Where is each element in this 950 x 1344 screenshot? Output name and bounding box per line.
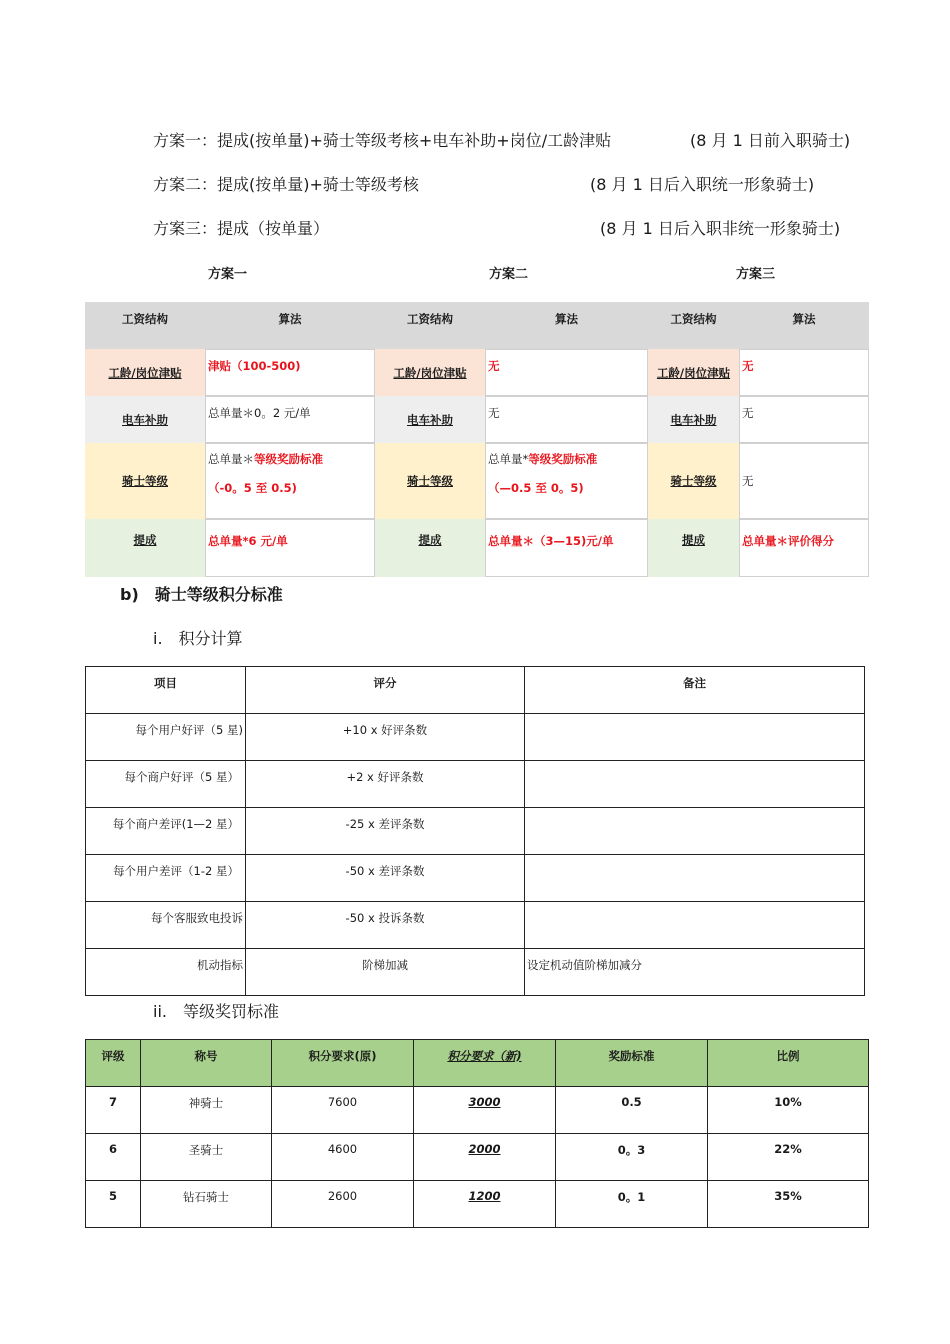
level-table-header xyxy=(86,1040,869,1087)
row-ebike-label-1: 电车补助 xyxy=(85,396,205,443)
level-title: 圣骑士 xyxy=(141,1134,272,1181)
level-reward: 0。1 xyxy=(556,1181,708,1228)
level-grade: 6 xyxy=(86,1134,141,1181)
table-row xyxy=(86,902,865,949)
row-ebike-p1: 总单量＊0。2 元/单 xyxy=(205,396,375,443)
level-points-new: 3000 xyxy=(414,1087,556,1134)
score-value: -50 x 差评条数 xyxy=(246,855,525,902)
row-ebike-p3: 无 xyxy=(739,396,869,443)
level-grade: 5 xyxy=(86,1181,141,1228)
col-method-3: 算法 xyxy=(739,302,869,349)
level-points-new: 2000 xyxy=(414,1134,556,1181)
level-reward: 0.5 xyxy=(556,1087,708,1134)
row-commission-p1: 总单量*6 元/单 xyxy=(205,519,375,577)
score-note xyxy=(525,714,865,761)
score-note xyxy=(525,761,865,808)
row-ebike-label-3: 电车补助 xyxy=(648,396,739,443)
table-row xyxy=(86,949,865,996)
row-level-label-2: 骑士等级 xyxy=(375,443,485,519)
row-allowance-p2: 无 xyxy=(485,349,648,396)
table-row xyxy=(86,761,865,808)
row-level-p2 xyxy=(485,443,648,519)
level-points-new: 1200 xyxy=(414,1181,556,1228)
score-item: 每个商户好评（5 星） xyxy=(86,761,246,808)
table-row xyxy=(86,1134,869,1181)
row-level-p2-range: （—0.5 至 0。5) xyxy=(488,481,584,495)
level-points-old: 7600 xyxy=(272,1087,414,1134)
plan-1-note: (8 月 1 日前入职骑士) xyxy=(690,131,851,150)
score-col-score: 评分 xyxy=(246,667,525,714)
row-commission-label-1: 提成 xyxy=(85,519,205,577)
row-level-p2-prefix: 总单量* xyxy=(488,452,529,466)
section-ii-heading: ii. 等级奖罚标准 xyxy=(153,1002,279,1021)
row-ebike-label-2: 电车补助 xyxy=(375,396,485,443)
col-structure-1: 工资结构 xyxy=(85,302,205,349)
score-item: 每个用户好评（5 星) xyxy=(86,714,246,761)
score-item: 每个用户差评（1-2 星） xyxy=(86,855,246,902)
row-allowance-label-3: 工龄/岗位津贴 xyxy=(648,349,739,396)
table-row xyxy=(86,1181,869,1228)
level-col-grade: 评级 xyxy=(86,1040,141,1087)
score-col-note: 备注 xyxy=(525,667,865,714)
score-item: 每个客服致电投诉 xyxy=(86,902,246,949)
row-commission-label-2: 提成 xyxy=(375,519,485,577)
plan-title-1: 方案一 xyxy=(208,267,248,282)
table-row xyxy=(86,714,865,761)
row-level-p1-red: 等级奖励标准 xyxy=(254,452,323,466)
level-col-points-old: 积分要求(原) xyxy=(272,1040,414,1087)
row-allowance-label-2: 工龄/岗位津贴 xyxy=(375,349,485,396)
plan-title-3: 方案三 xyxy=(736,267,776,282)
score-value: -25 x 差评条数 xyxy=(246,808,525,855)
level-col-title: 称号 xyxy=(141,1040,272,1087)
table-row xyxy=(86,855,865,902)
row-allowance-p3: 无 xyxy=(739,349,869,396)
score-value: +2 x 好评条数 xyxy=(246,761,525,808)
score-value: +10 x 好评条数 xyxy=(246,714,525,761)
plan-title-2: 方案二 xyxy=(489,267,529,282)
row-ebike-p2: 无 xyxy=(485,396,648,443)
score-note xyxy=(525,855,865,902)
score-note: 设定机动值阶梯加减分 xyxy=(525,949,865,996)
level-col-points-new: 积分要求（新) xyxy=(414,1040,556,1087)
section-b-heading: b) 骑士等级积分标准 xyxy=(120,585,283,604)
level-ratio: 35% xyxy=(708,1181,869,1228)
level-ratio: 22% xyxy=(708,1134,869,1181)
level-reward: 0。3 xyxy=(556,1134,708,1181)
plan-3-text: 方案三：提成（按单量） xyxy=(153,219,330,238)
plan-2-text: 方案二：提成(按单量)+骑士等级考核 xyxy=(153,175,419,194)
plan-3-note: (8 月 1 日后入职非统一形象骑士) xyxy=(600,219,841,238)
row-level-p1-prefix: 总单量＊ xyxy=(208,452,254,466)
row-level-p2-red: 等级奖励标准 xyxy=(528,452,598,466)
score-value: -50 x 投诉条数 xyxy=(246,902,525,949)
score-table xyxy=(85,666,865,996)
level-ratio: 10% xyxy=(708,1087,869,1134)
table-row xyxy=(86,808,865,855)
plan-2-note: (8 月 1 日后入职统一形象骑士) xyxy=(590,175,815,194)
plan-1-text: 方案一：提成(按单量)+骑士等级考核+电车补助+岗位/工龄津贴 xyxy=(153,131,612,150)
level-col-reward: 奖励标准 xyxy=(556,1040,708,1087)
level-title: 钻石骑士 xyxy=(141,1181,272,1228)
level-title: 神骑士 xyxy=(141,1087,272,1134)
row-level-p1-range: （-0。5 至 0.5) xyxy=(208,481,297,495)
table-row xyxy=(86,1087,869,1134)
level-col-ratio: 比例 xyxy=(708,1040,869,1087)
level-table xyxy=(85,1039,869,1228)
row-commission-label-3: 提成 xyxy=(648,519,739,577)
col-structure-2: 工资结构 xyxy=(375,302,485,349)
row-level-p1 xyxy=(205,443,375,519)
score-value: 阶梯加减 xyxy=(246,949,525,996)
score-item: 机动指标 xyxy=(86,949,246,996)
row-allowance-label-1: 工龄/岗位津贴 xyxy=(85,349,205,396)
row-level-label-1: 骑士等级 xyxy=(85,443,205,519)
level-points-old: 4600 xyxy=(272,1134,414,1181)
level-points-old: 2600 xyxy=(272,1181,414,1228)
score-note xyxy=(525,808,865,855)
col-structure-3: 工资结构 xyxy=(648,302,739,349)
score-col-item: 项目 xyxy=(86,667,246,714)
row-allowance-p1: 津贴（100-500) xyxy=(205,349,375,396)
score-item: 每个商户差评(1—2 星） xyxy=(86,808,246,855)
col-method-2: 算法 xyxy=(485,302,648,349)
level-grade: 7 xyxy=(86,1087,141,1134)
score-note xyxy=(525,902,865,949)
row-commission-p3: 总单量＊评价得分 xyxy=(739,519,869,577)
score-table-header xyxy=(86,667,865,714)
row-level-p3: 无 xyxy=(739,443,869,519)
row-level-label-3: 骑士等级 xyxy=(648,443,739,519)
row-commission-p2: 总单量＊（3—15)元/单 xyxy=(485,519,648,577)
col-method-1: 算法 xyxy=(205,302,375,349)
section-i-heading: i. 积分计算 xyxy=(153,629,243,648)
